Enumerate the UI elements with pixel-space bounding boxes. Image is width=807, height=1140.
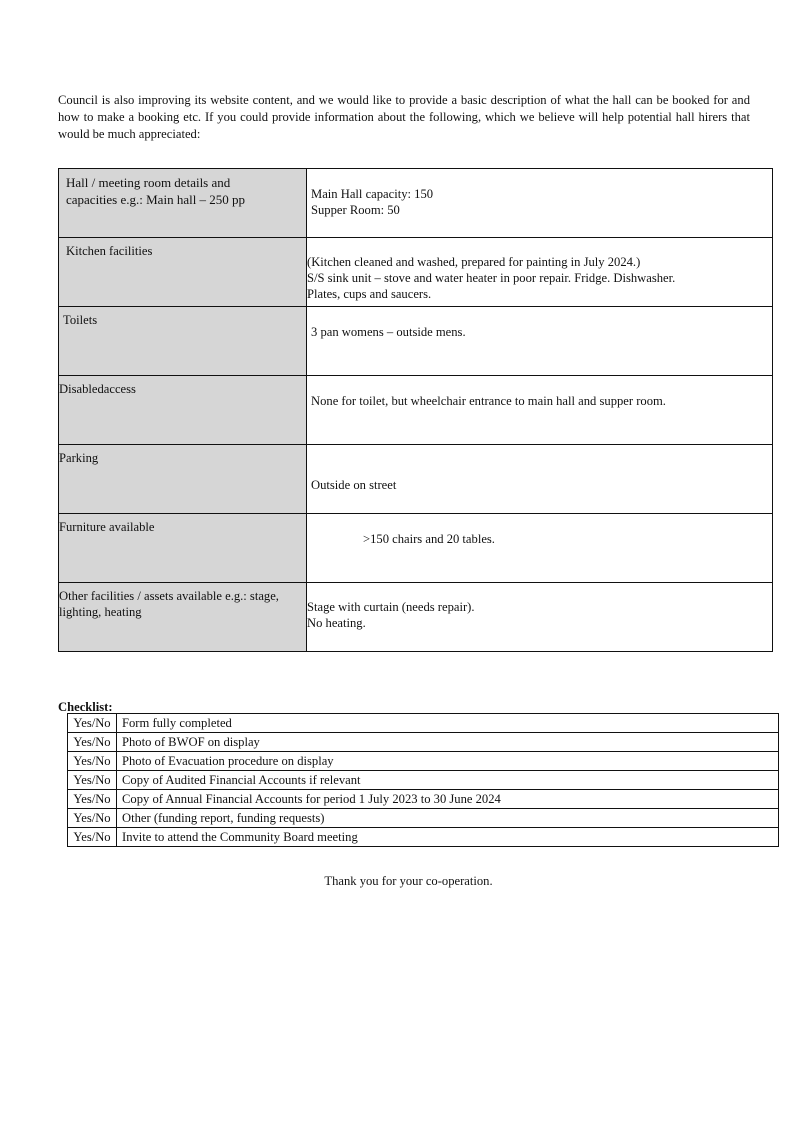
thank-you-note: Thank you for your co-operation.: [324, 874, 493, 888]
toilets-value: 3 pan womens – outside mens.: [311, 325, 466, 339]
details-label-cell: [59, 238, 307, 307]
details-value-cell[interactable]: [307, 307, 773, 376]
details-label-cell: [59, 169, 307, 238]
table-row: [68, 771, 779, 790]
table-row: [68, 790, 779, 809]
yes-no-cell[interactable]: Yes/No: [68, 771, 117, 790]
details-value-cell[interactable]: [307, 376, 773, 445]
table-row: [68, 809, 779, 828]
hall-details-label: Hall / meeting room details and capacities e.g.: Main hall – 250 pp: [66, 175, 246, 207]
yes-no-cell[interactable]: Yes/No: [68, 790, 117, 809]
table-row: [59, 169, 773, 238]
checklist-item: Copy of Audited Financial Accounts if relevant: [117, 771, 779, 790]
yes-no-cell[interactable]: Yes/No: [68, 733, 117, 752]
table-row: [68, 714, 779, 733]
parking-label: Parking: [59, 451, 99, 465]
details-value-cell[interactable]: [307, 445, 773, 514]
table-row: [59, 307, 773, 376]
yes-no-cell[interactable]: Yes/No: [68, 714, 117, 733]
details-value-cell[interactable]: [307, 169, 773, 238]
checklist-item: Form fully completed: [117, 714, 779, 733]
details-value-cell[interactable]: [307, 583, 773, 652]
table-row: [59, 376, 773, 445]
details-label-cell: [59, 376, 307, 445]
table-row: [68, 733, 779, 752]
checklist-item: Other (funding report, funding requests): [117, 809, 779, 828]
other-facilities-value: Stage with curtain (needs repair). No heating.: [307, 600, 475, 630]
checklist-item: Photo of Evacuation procedure on display: [117, 752, 779, 771]
kitchen-label: Kitchen facilities: [66, 244, 153, 258]
table-row: [68, 752, 779, 771]
checklist-item: Copy of Annual Financial Accounts for period 1 July 2023 to 30 June 2024: [117, 790, 779, 809]
table-row: [59, 514, 773, 583]
table-row: [68, 828, 779, 847]
other-facilities-label: Other facilities / assets available e.g.: stage, lighting, heating: [59, 589, 279, 619]
toilets-label: Toilets: [63, 313, 98, 327]
furniture-value: >150 chairs and 20 tables.: [363, 532, 495, 546]
disabled-access-value: None for toilet, but wheelchair entrance to main hall and supper room.: [311, 394, 666, 408]
checklist-item: Invite to attend the Community Board meeting: [117, 828, 779, 847]
checklist-item: Photo of BWOF on display: [117, 733, 779, 752]
yes-no-cell[interactable]: Yes/No: [68, 809, 117, 828]
details-label-cell: [59, 445, 307, 514]
parking-value: Outside on street: [311, 478, 397, 492]
intro-paragraph: Council is also improving its website content, and we would like to provide a basic description of what the hall can be booked for and how to make a booking etc. If you could provide information about the following, which we believe will help potential hall hirers that would be much appreciated:: [58, 93, 750, 141]
hall-details-value: Main Hall capacity: 150 Supper Room: 50: [311, 187, 434, 217]
yes-no-cell[interactable]: Yes/No: [68, 828, 117, 847]
table-row: [59, 238, 773, 307]
details-label-cell: [59, 514, 307, 583]
table-row: [59, 583, 773, 652]
checklist-table: [67, 713, 779, 847]
details-value-cell[interactable]: [307, 514, 773, 583]
details-label-cell: [59, 583, 307, 652]
yes-no-cell[interactable]: Yes/No: [68, 752, 117, 771]
kitchen-value: (Kitchen cleaned and washed, prepared for painting in July 2024.) S/S sink unit – stove and water heater in poor repair. Fridge. Dishwasher. Plates, cups and saucers.: [307, 255, 676, 301]
table-row: [59, 445, 773, 514]
checklist-title: Checklist:: [58, 700, 113, 714]
disabled-access-label: Disabledaccess: [59, 382, 136, 396]
details-value-cell[interactable]: [307, 238, 773, 307]
furniture-label: Furniture available: [59, 520, 155, 534]
hall-details-table: [58, 168, 773, 652]
details-label-cell: [59, 307, 307, 376]
